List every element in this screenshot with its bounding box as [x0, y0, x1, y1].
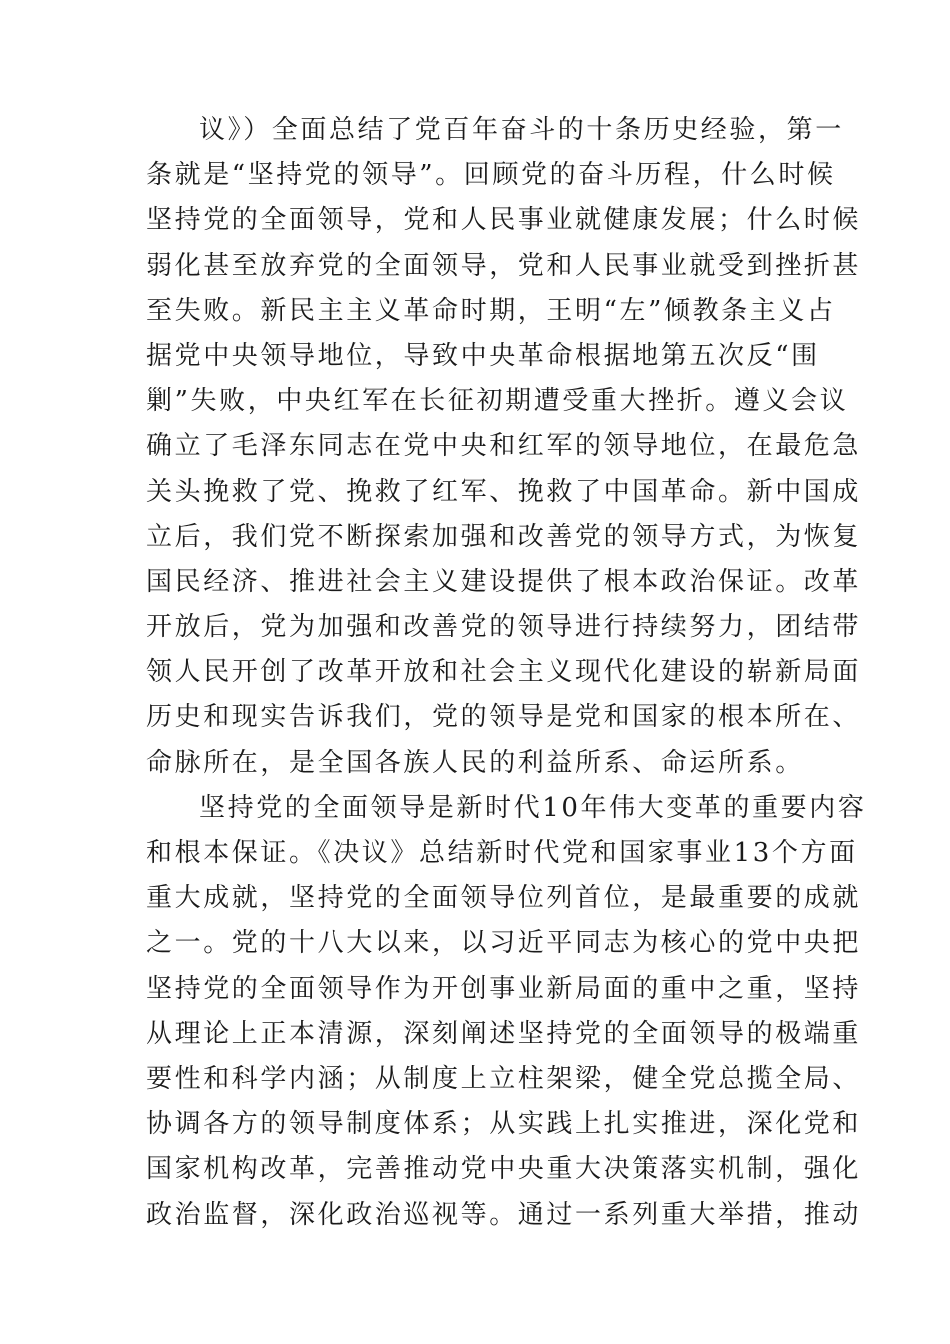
text-line: 领人民开创了改革开放和社会主义现代化建设的崭新局面 — [146, 657, 862, 688]
text-line: 坚持党的全面领导作为开创事业新局面的重中之重，坚持 — [146, 973, 862, 1004]
text-line: 之一。党的十八大以来，以习近平同志为核心的党中央把 — [146, 928, 862, 959]
text-line: 国家机构改革，完善推动党中央重大决策落实机制，强化 — [146, 1154, 862, 1185]
text-line: 开放后，党为加强和改善党的领导进行持续努力，团结带 — [146, 612, 862, 643]
text-line: 弱化甚至放弃党的全面领导，党和人民事业就受到挫折甚 — [146, 250, 862, 281]
text-line: 重大成就，坚持党的全面领导位列首位，是最重要的成就 — [146, 883, 862, 914]
text-line: 议》）全面总结了党百年奋斗的十条历史经验，第一 — [199, 115, 844, 145]
text-line: 条就是“坚持党的领导”。回顾党的奋斗历程，什么时候 — [146, 160, 836, 191]
text-line: 从理论上正本清源，深刻阐述坚持党的全面领导的极端重 — [146, 1018, 862, 1049]
text-line: 坚持党的全面领导，党和人民事业就健康发展；什么时候 — [146, 205, 862, 236]
text-line: 国民经济、推进社会主义建设提供了根本政治保证。改革 — [146, 566, 862, 597]
text-line: 要性和科学内涵；从制度上立柱架梁，健全党总揽全局、 — [146, 1063, 862, 1094]
text-line: 命脉所在，是全国各族人民的利益所系、命运所系。 — [146, 747, 804, 778]
text-line: 协调各方的领导制度体系；从实践上扎实推进，深化党和 — [146, 1109, 862, 1140]
text-line: 关头挽救了党、挽救了红军、挽救了中国革命。新中国成 — [146, 476, 862, 507]
text-line: 立后，我们党不断探索加强和改善党的领导方式，为恢复 — [146, 521, 862, 552]
text-line: 据党中央领导地位，导致中央革命根据地第五次反“围 — [146, 340, 820, 371]
text-line: 确立了毛泽东同志在党中央和红军的领导地位，在最危急 — [146, 431, 862, 462]
text-line: 剿”失败，中央红军在长征初期遭受重大挫折。遵义会议 — [146, 386, 849, 417]
text-line: 和根本保证。《决议》总结新时代党和国家事业13个方面 — [146, 838, 858, 868]
text-line: 坚持党的全面领导是新时代10年伟大变革的重要内容 — [199, 792, 867, 823]
body-text — [146, 108, 867, 1238]
text-line: 至失败。新民主主义革命时期，王明“左”倾教条主义占 — [146, 295, 836, 326]
text-line: 政治监督，深化政治巡视等。通过一系列重大举措，推动 — [146, 1199, 862, 1230]
text-line: 历史和现实告诉我们，党的领导是党和国家的根本所在、 — [146, 702, 862, 733]
